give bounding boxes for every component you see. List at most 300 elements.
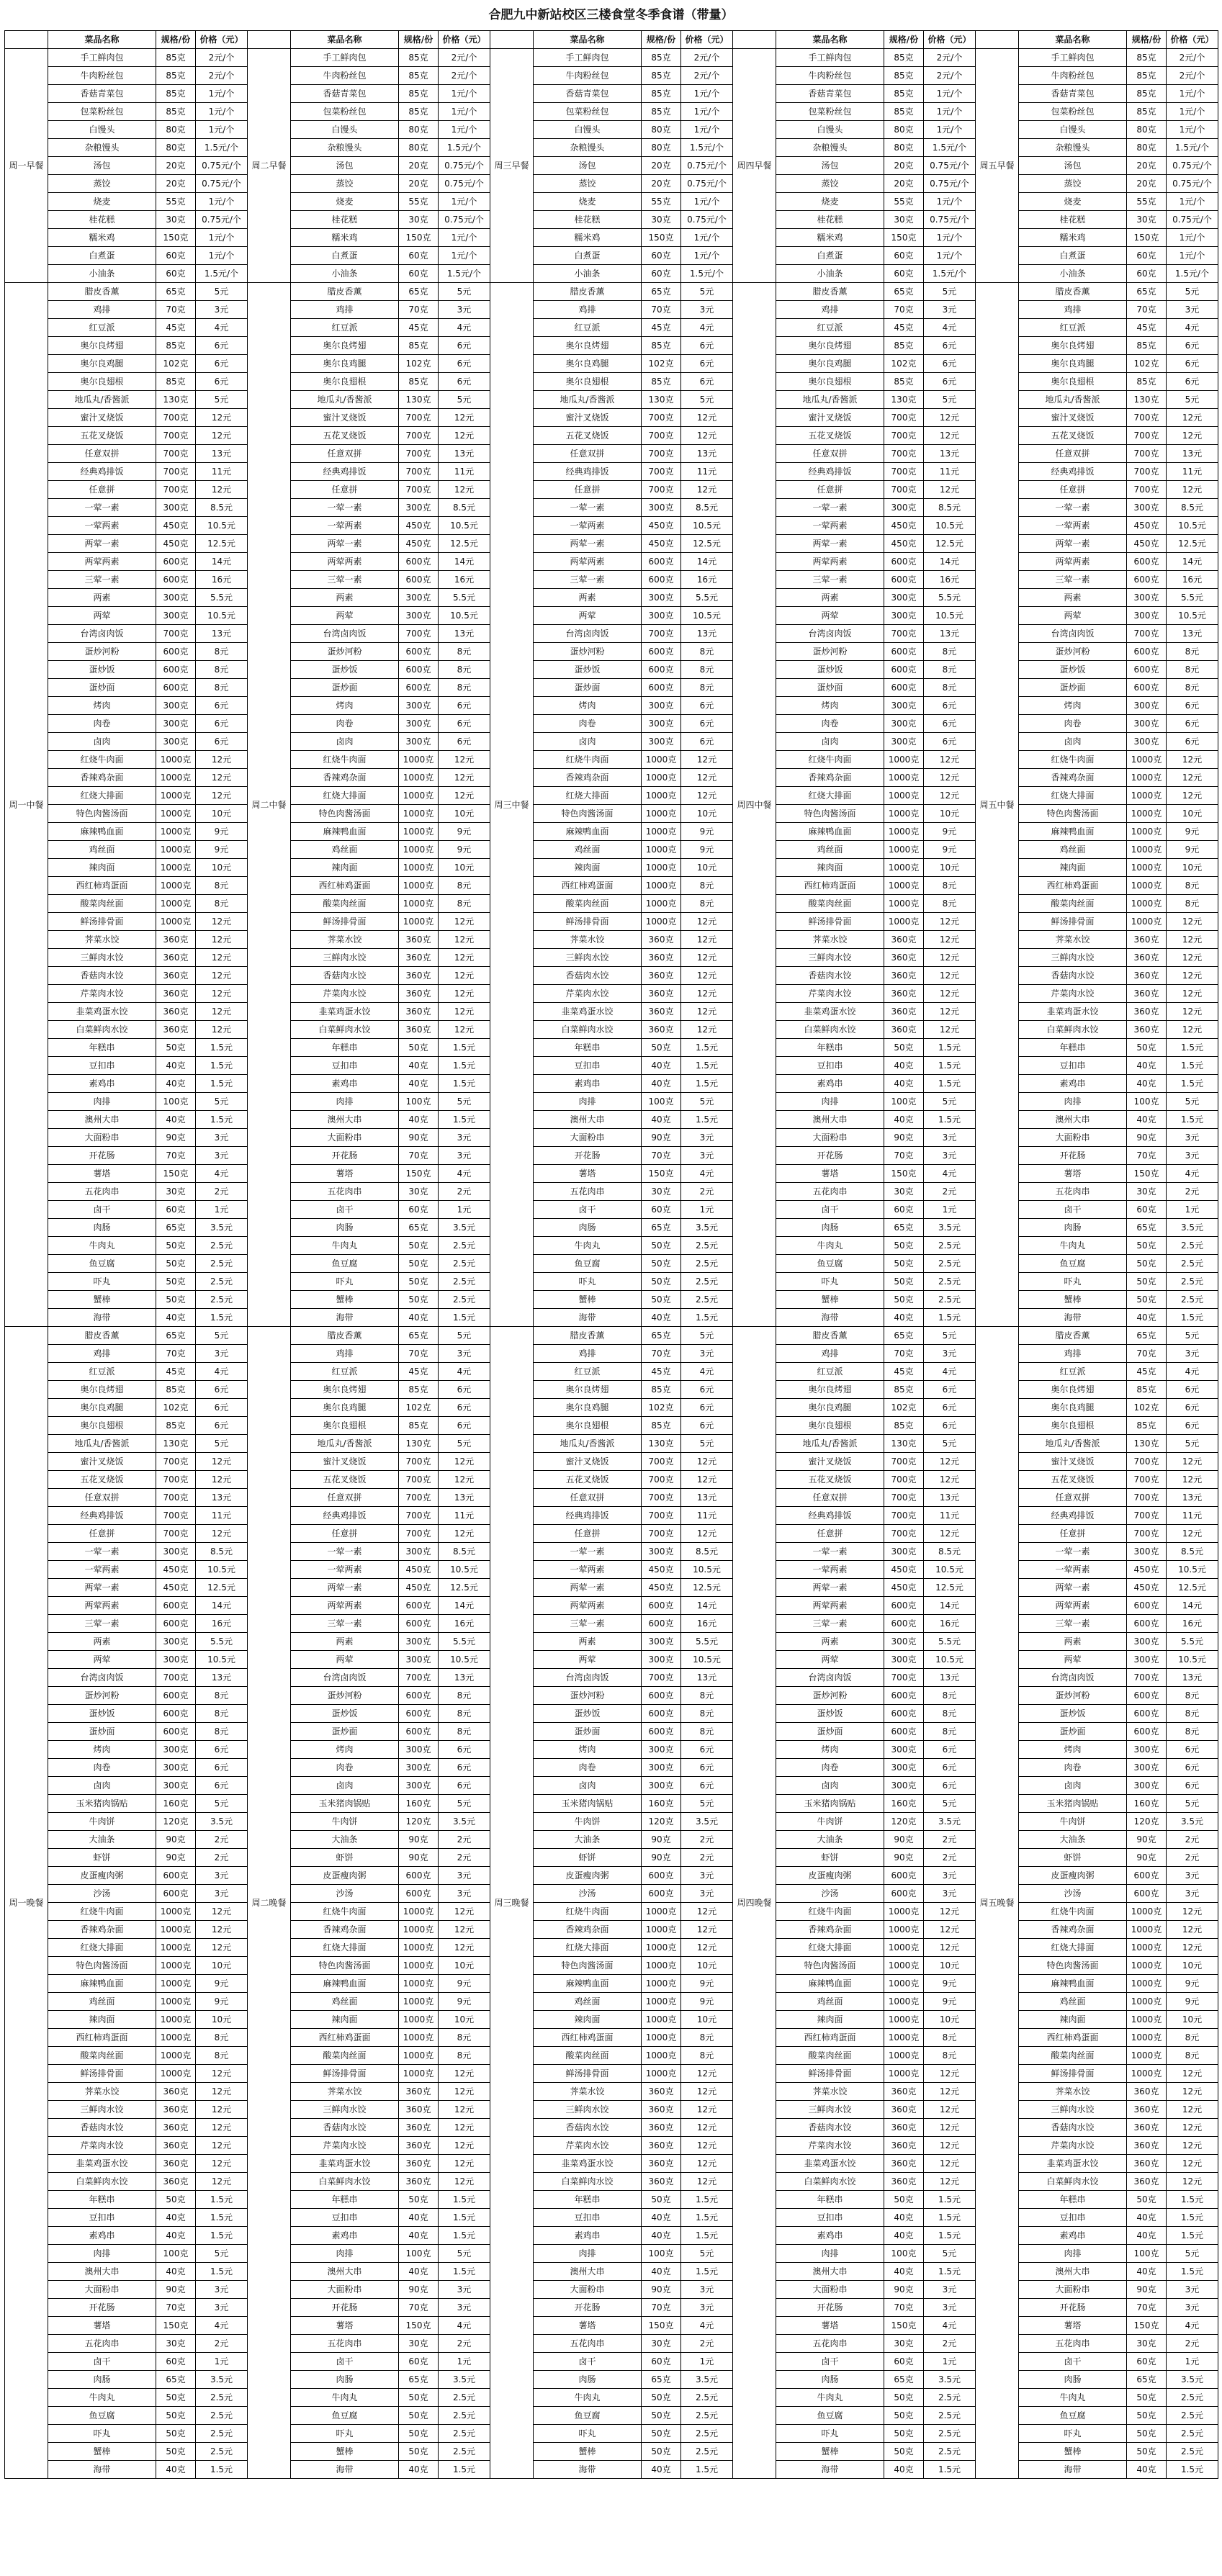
dish-spec: 450克	[1127, 517, 1167, 535]
dish-name: 鲜汤排骨面	[48, 2065, 156, 2083]
dish-spec: 1000克	[156, 1993, 196, 2011]
dish-spec: 85克	[642, 1417, 681, 1435]
dish-name: 蛋炒饭	[291, 661, 399, 679]
dish-price: 2.5元	[1167, 1291, 1218, 1309]
dish-spec: 50克	[884, 1255, 924, 1273]
header-blank	[733, 31, 776, 49]
dish-name: 大面粉串	[776, 2281, 884, 2299]
dish-spec: 30克	[642, 211, 681, 229]
dish-spec: 130克	[1127, 1435, 1167, 1453]
dish-price: 10元	[1167, 859, 1218, 877]
dish-name: 两荤一素	[48, 1579, 156, 1597]
table-row	[5, 2173, 1218, 2191]
dish-spec: 40克	[884, 2209, 924, 2227]
dish-name: 腊皮香薰	[776, 1327, 884, 1345]
dish-spec: 150克	[884, 2317, 924, 2335]
table-row	[5, 1255, 1218, 1273]
dish-name: 肉肠	[291, 1219, 399, 1237]
dish-spec: 600克	[642, 1687, 681, 1705]
dish-spec: 70克	[642, 1345, 681, 1363]
dish-price: 1.5元	[1167, 1057, 1218, 1075]
dish-spec: 85克	[399, 67, 439, 85]
dish-name: 两素	[48, 1633, 156, 1651]
dish-spec: 30克	[399, 211, 439, 229]
dish-spec: 100克	[642, 2245, 681, 2263]
dish-spec: 50克	[1127, 1291, 1167, 1309]
dish-spec: 30克	[156, 2335, 196, 2353]
dish-name: 香菇肉水饺	[48, 2119, 156, 2137]
dish-name: 麻辣鸭血面	[48, 1975, 156, 1993]
dish-price: 6元	[924, 1741, 976, 1759]
dish-price: 9元	[196, 1993, 248, 2011]
dish-price: 2元/个	[196, 67, 248, 85]
dish-spec: 1000克	[884, 913, 924, 931]
dish-spec: 90克	[884, 2281, 924, 2299]
header-row	[5, 31, 1218, 49]
dish-name: 奥尔良鸡腿	[1019, 355, 1127, 373]
dish-name: 薯塔	[48, 1165, 156, 1183]
dish-price: 1元/个	[439, 229, 490, 247]
dish-spec: 1000克	[399, 2065, 439, 2083]
dish-name: 海带	[534, 1309, 642, 1327]
dish-name: 卤肉	[1019, 1777, 1127, 1795]
dish-name: 卤肉	[534, 733, 642, 751]
dish-spec: 90克	[399, 1129, 439, 1147]
dish-name: 蛋炒面	[776, 1723, 884, 1741]
dish-price: 2.5元	[196, 1273, 248, 1291]
dish-spec: 450克	[156, 535, 196, 553]
dish-spec: 1000克	[642, 877, 681, 895]
dish-name: 汤包	[291, 157, 399, 175]
table-row	[5, 1813, 1218, 1831]
dish-price: 0.75元/个	[196, 157, 248, 175]
dish-name: 虾饼	[1019, 1849, 1127, 1867]
dish-spec: 85克	[1127, 337, 1167, 355]
dish-price: 2.5元	[1167, 1255, 1218, 1273]
dish-name: 芹菜肉水饺	[291, 2137, 399, 2155]
dish-price: 6元	[681, 1399, 733, 1417]
dish-price: 12元	[924, 409, 976, 427]
dish-name: 经典鸡排饭	[1019, 463, 1127, 481]
table-row	[5, 985, 1218, 1003]
dish-spec: 300克	[399, 1651, 439, 1669]
dish-price: 12.5元	[681, 1579, 733, 1597]
dish-name: 两荤两素	[534, 553, 642, 571]
dish-spec: 300克	[1127, 1651, 1167, 1669]
dish-price: 6元	[196, 1381, 248, 1399]
dish-spec: 1000克	[1127, 2011, 1167, 2029]
dish-spec: 150克	[156, 229, 196, 247]
dish-name: 肉肠	[776, 2371, 884, 2389]
dish-spec: 30克	[399, 2335, 439, 2353]
dish-name: 吓丸	[291, 2425, 399, 2443]
dish-spec: 40克	[1127, 2227, 1167, 2245]
dish-spec: 85克	[156, 373, 196, 391]
dish-spec: 700克	[1127, 1525, 1167, 1543]
dish-price: 6元	[196, 355, 248, 373]
dish-name: 白菜鲜肉水饺	[776, 2173, 884, 2191]
dish-spec: 50克	[642, 2425, 681, 2443]
dish-name: 卤肉	[48, 733, 156, 751]
dish-spec: 50克	[399, 2407, 439, 2425]
dish-price: 6元	[681, 355, 733, 373]
dish-name: 奥尔良翅根	[776, 373, 884, 391]
dish-spec: 700克	[884, 1507, 924, 1525]
dish-spec: 600克	[1127, 571, 1167, 589]
menu-table-body	[5, 31, 1218, 2479]
dish-spec: 60克	[156, 1201, 196, 1219]
dish-price: 8元	[924, 2029, 976, 2047]
dish-spec: 150克	[399, 2317, 439, 2335]
dish-name: 开花肠	[48, 1147, 156, 1165]
dish-name: 一荤两素	[534, 517, 642, 535]
dish-spec: 40克	[156, 2227, 196, 2245]
dish-name: 开花肠	[776, 1147, 884, 1165]
dish-name: 任意拼	[534, 481, 642, 499]
dish-name: 鸡丝面	[534, 841, 642, 859]
dish-spec: 160克	[156, 1795, 196, 1813]
dish-price: 12元	[1167, 2173, 1218, 2191]
dish-spec: 300克	[399, 1543, 439, 1561]
dish-price: 12元	[196, 931, 248, 949]
dish-spec: 60克	[884, 2353, 924, 2371]
dish-name: 蛋炒河粉	[776, 1687, 884, 1705]
dish-spec: 80克	[642, 121, 681, 139]
dish-name: 奥尔良鸡腿	[48, 1399, 156, 1417]
dish-price: 9元	[196, 823, 248, 841]
dish-name: 桂花糕	[776, 211, 884, 229]
dish-name: 经典鸡排饭	[291, 1507, 399, 1525]
table-row	[5, 535, 1218, 553]
dish-name: 酸菜肉丝面	[534, 2047, 642, 2065]
dish-spec: 360克	[884, 2119, 924, 2137]
dish-price: 12元	[681, 967, 733, 985]
table-row	[5, 625, 1218, 643]
dish-name: 鸡丝面	[1019, 841, 1127, 859]
dish-spec: 300克	[642, 733, 681, 751]
dish-name: 肉肠	[48, 2371, 156, 2389]
table-row	[5, 1183, 1218, 1201]
dish-price: 6元	[924, 697, 976, 715]
dish-spec: 1000克	[642, 1921, 681, 1939]
dish-spec: 360克	[884, 2155, 924, 2173]
dish-price: 10元	[439, 2011, 490, 2029]
dish-price: 12元	[681, 1525, 733, 1543]
dish-price: 12元	[924, 1939, 976, 1957]
dish-price: 9元	[439, 841, 490, 859]
dish-spec: 150克	[884, 229, 924, 247]
dish-spec: 360克	[1127, 2083, 1167, 2101]
dish-name: 年糕串	[48, 2191, 156, 2209]
dish-spec: 360克	[642, 2155, 681, 2173]
dish-price: 12元	[1167, 751, 1218, 769]
dish-spec: 300克	[642, 607, 681, 625]
dish-name: 鲜汤排骨面	[1019, 913, 1127, 931]
dish-spec: 45克	[1127, 319, 1167, 337]
dish-name: 肉肠	[776, 1219, 884, 1237]
dish-name: 辣肉面	[776, 859, 884, 877]
dish-name: 烤肉	[291, 697, 399, 715]
dish-spec: 1000克	[399, 823, 439, 841]
dish-price: 2.5元	[1167, 2425, 1218, 2443]
dish-spec: 1000克	[1127, 787, 1167, 805]
dish-spec: 40克	[884, 1057, 924, 1075]
dish-spec: 1000克	[156, 2065, 196, 2083]
dish-price: 3.5元	[439, 1219, 490, 1237]
dish-name: 特色肉酱汤面	[534, 805, 642, 823]
dish-name: 烤肉	[776, 1741, 884, 1759]
dish-spec: 600克	[642, 1705, 681, 1723]
dish-name: 汤包	[534, 157, 642, 175]
dish-name: 海带	[48, 1309, 156, 1327]
dish-spec: 600克	[642, 1723, 681, 1741]
dish-name: 香辣鸡杂面	[1019, 1921, 1127, 1939]
dish-spec: 1000克	[156, 1939, 196, 1957]
dish-name: 奥尔良翅根	[291, 1417, 399, 1435]
dish-spec: 70克	[1127, 301, 1167, 319]
dish-price: 13元	[924, 445, 976, 463]
dish-price: 6元	[1167, 337, 1218, 355]
dish-price: 1元/个	[196, 193, 248, 211]
dish-spec: 300克	[1127, 607, 1167, 625]
dish-spec: 80克	[642, 139, 681, 157]
dish-spec: 360克	[642, 985, 681, 1003]
dish-name: 红豆派	[776, 1363, 884, 1381]
dish-price: 6元	[196, 715, 248, 733]
dish-price: 5元	[681, 1327, 733, 1345]
dish-name: 西红柿鸡蛋面	[534, 877, 642, 895]
dish-price: 16元	[439, 1615, 490, 1633]
dish-name: 蛋炒面	[1019, 1723, 1127, 1741]
table-row	[5, 283, 1218, 301]
table-row	[5, 1849, 1218, 1867]
dish-spec: 1000克	[1127, 859, 1167, 877]
dish-price: 1元	[439, 2353, 490, 2371]
dish-spec: 85克	[642, 49, 681, 67]
dish-price: 14元	[439, 553, 490, 571]
dish-price: 1.5元/个	[439, 265, 490, 283]
dish-price: 11元	[681, 1507, 733, 1525]
dish-name: 肉卷	[534, 1759, 642, 1777]
dish-spec: 85克	[1127, 103, 1167, 121]
table-row	[5, 2101, 1218, 2119]
dish-price: 5元	[1167, 1795, 1218, 1813]
dish-name: 烧麦	[776, 193, 884, 211]
dish-price: 2.5元	[439, 1255, 490, 1273]
dish-price: 6元	[196, 1741, 248, 1759]
dish-spec: 150克	[399, 229, 439, 247]
dish-name: 大面粉串	[48, 1129, 156, 1147]
dish-spec: 1000克	[1127, 1921, 1167, 1939]
dish-spec: 600克	[884, 661, 924, 679]
dish-name: 香菇青菜包	[534, 85, 642, 103]
table-row	[5, 1615, 1218, 1633]
dish-name: 地瓜丸/香酱派	[534, 1435, 642, 1453]
dish-price: 12元	[681, 2083, 733, 2101]
dish-price: 9元	[681, 841, 733, 859]
dish-name: 鸡排	[291, 301, 399, 319]
dish-name: 五花肉串	[534, 2335, 642, 2353]
dish-price: 6元	[439, 1741, 490, 1759]
dish-name: 鸡排	[1019, 301, 1127, 319]
dish-price: 5元	[439, 2245, 490, 2263]
dish-price: 3元	[1167, 1129, 1218, 1147]
dish-name: 肉排	[776, 1093, 884, 1111]
dish-name: 小油条	[291, 265, 399, 283]
dish-name: 奥尔良鸡腿	[291, 355, 399, 373]
dish-price: 12元	[681, 985, 733, 1003]
dish-spec: 55克	[399, 193, 439, 211]
dish-spec: 1000克	[642, 2011, 681, 2029]
dish-spec: 1000克	[399, 913, 439, 931]
dish-name: 肉肠	[1019, 1219, 1127, 1237]
dish-price: 1元/个	[439, 121, 490, 139]
dish-price: 16元	[196, 1615, 248, 1633]
dish-name: 辣肉面	[776, 2011, 884, 2029]
header-dish-name: 菜品名称	[776, 31, 884, 49]
dish-price: 12元	[439, 2101, 490, 2119]
dish-name: 香菇肉水饺	[1019, 967, 1127, 985]
dish-name: 两荤	[776, 1651, 884, 1669]
dish-spec: 1000克	[156, 823, 196, 841]
dish-spec: 45克	[156, 1363, 196, 1381]
dish-name: 糯米鸡	[1019, 229, 1127, 247]
dish-spec: 450克	[642, 1579, 681, 1597]
dish-price: 3元	[924, 1345, 976, 1363]
dish-name: 腊皮香薰	[776, 283, 884, 301]
table-row	[5, 2137, 1218, 2155]
table-row	[5, 1021, 1218, 1039]
dish-name: 开花肠	[776, 2299, 884, 2317]
dish-spec: 1000克	[642, 895, 681, 913]
dish-spec: 360克	[884, 931, 924, 949]
table-row	[5, 1993, 1218, 2011]
dish-spec: 65克	[1127, 1219, 1167, 1237]
dish-name: 手工鲜肉包	[291, 49, 399, 67]
dish-spec: 30克	[1127, 2335, 1167, 2353]
dish-spec: 100克	[399, 2245, 439, 2263]
dish-spec: 85克	[156, 67, 196, 85]
dish-spec: 600克	[399, 1597, 439, 1615]
dish-name: 吓丸	[534, 2425, 642, 2443]
dish-name: 地瓜丸/香酱派	[291, 391, 399, 409]
dish-name: 鲜汤排骨面	[534, 913, 642, 931]
dish-name: 鲜汤排骨面	[48, 913, 156, 931]
dish-price: 1.5元	[681, 2209, 733, 2227]
dish-price: 8元	[1167, 661, 1218, 679]
dish-spec: 50克	[1127, 1237, 1167, 1255]
dish-name: 麻辣鸭血面	[1019, 1975, 1127, 1993]
dish-spec: 1000克	[642, 1993, 681, 2011]
dish-price: 1.5元	[439, 2191, 490, 2209]
dish-spec: 50克	[884, 2407, 924, 2425]
dish-name: 两荤	[776, 607, 884, 625]
dish-price: 1元/个	[1167, 85, 1218, 103]
dish-spec: 30克	[1127, 1183, 1167, 1201]
dish-price: 3元	[1167, 1885, 1218, 1903]
meal-label: 周四晚餐	[733, 1327, 776, 2479]
dish-price: 1元/个	[1167, 247, 1218, 265]
dish-name: 韭菜鸡蛋水饺	[291, 1003, 399, 1021]
dish-price: 1元/个	[924, 229, 976, 247]
dish-price: 6元	[196, 697, 248, 715]
dish-name: 白菜鲜肉水饺	[48, 1021, 156, 1039]
dish-price: 3元	[439, 2299, 490, 2317]
dish-name: 酸菜肉丝面	[776, 895, 884, 913]
dish-spec: 40克	[156, 1057, 196, 1075]
dish-spec: 1000克	[642, 2065, 681, 2083]
dish-spec: 300克	[399, 1759, 439, 1777]
dish-price: 12元	[439, 769, 490, 787]
dish-name: 任意拼	[291, 1525, 399, 1543]
dish-name: 卤肉	[1019, 733, 1127, 751]
dish-price: 10.5元	[196, 1651, 248, 1669]
dish-price: 13元	[439, 1489, 490, 1507]
dish-price: 5元	[196, 2245, 248, 2263]
dish-name: 五花肉串	[291, 2335, 399, 2353]
dish-name: 蛋炒面	[534, 679, 642, 697]
dish-price: 3元	[196, 2281, 248, 2299]
dish-spec: 85克	[156, 1381, 196, 1399]
dish-spec: 20克	[884, 175, 924, 193]
dish-price: 12元	[439, 1921, 490, 1939]
dish-name: 小油条	[48, 265, 156, 283]
dish-spec: 70克	[1127, 1147, 1167, 1165]
dish-price: 2.5元	[681, 1237, 733, 1255]
dish-name: 奥尔良鸡腿	[534, 1399, 642, 1417]
dish-price: 1.5元	[196, 2263, 248, 2281]
dish-name: 大面粉串	[48, 2281, 156, 2299]
dish-price: 12元	[681, 2101, 733, 2119]
table-row	[5, 877, 1218, 895]
dish-spec: 1000克	[156, 841, 196, 859]
dish-name: 牛肉丸	[534, 2389, 642, 2407]
dish-spec: 700克	[399, 1525, 439, 1543]
dish-name: 辣肉面	[48, 859, 156, 877]
dish-spec: 45克	[156, 319, 196, 337]
table-row	[5, 769, 1218, 787]
dish-name: 红烧牛肉面	[1019, 1903, 1127, 1921]
dish-price: 8.5元	[196, 499, 248, 517]
dish-name: 大油条	[1019, 1831, 1127, 1849]
dish-price: 12元	[196, 985, 248, 1003]
dish-price: 12元	[681, 751, 733, 769]
dish-name: 任意双拼	[1019, 445, 1127, 463]
dish-spec: 65克	[884, 2371, 924, 2389]
table-row	[5, 157, 1218, 175]
dish-price: 14元	[1167, 553, 1218, 571]
dish-spec: 85克	[399, 1417, 439, 1435]
dish-spec: 40克	[399, 1111, 439, 1129]
dish-spec: 45克	[1127, 1363, 1167, 1381]
dish-price: 9元	[1167, 1993, 1218, 2011]
dish-spec: 60克	[642, 2353, 681, 2371]
dish-spec: 700克	[642, 1453, 681, 1471]
dish-spec: 1000克	[156, 895, 196, 913]
dish-name: 烤肉	[776, 697, 884, 715]
table-row	[5, 823, 1218, 841]
dish-spec: 450克	[642, 517, 681, 535]
dish-spec: 360克	[156, 1021, 196, 1039]
dish-price: 12元	[196, 913, 248, 931]
dish-name: 鱼豆腐	[291, 2407, 399, 2425]
dish-price: 10.5元	[439, 1561, 490, 1579]
dish-price: 2.5元	[1167, 1273, 1218, 1291]
dish-name: 台湾卤肉饭	[534, 625, 642, 643]
dish-name: 卤肉	[48, 1777, 156, 1795]
dish-name: 台湾卤肉饭	[776, 1669, 884, 1687]
dish-spec: 600克	[156, 661, 196, 679]
